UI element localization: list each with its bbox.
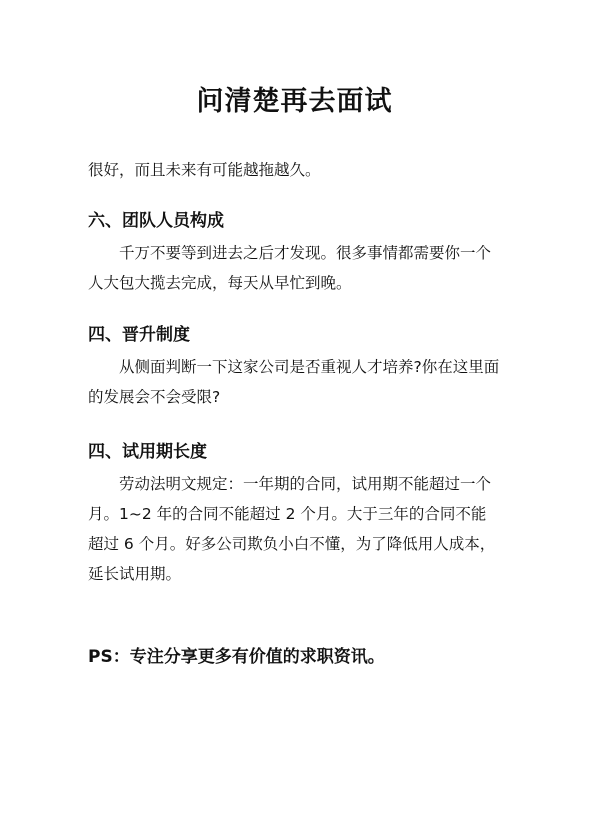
section-heading: 六、团队人员构成 [88, 211, 224, 231]
section-body: 劳动法明文规定：一年期的合同，试用期不能超过一个月。1~2 年的合同不能超过 2 个月。大于三年的合同不能超过 6 个月。好多公司欺负小白不懂，为了降低用人成本，延长试用期。 [88, 475, 496, 583]
document-title: 问清楚再去面试 [196, 86, 393, 117]
section-heading: 四、晋升制度 [88, 325, 190, 345]
ps-note: PS：专注分享更多有价值的求职资讯。 [88, 647, 385, 667]
intro-paragraph: 很好，而且未来有可能越拖越久。 [88, 161, 321, 179]
section-body: 从侧面判断一下这家公司是否重视人才培养?你在这里面的发展会不会受限? [88, 358, 500, 406]
section-heading: 四、试用期长度 [88, 442, 207, 462]
section-body: 千万不要等到进去之后才发现。很多事情都需要你一个人大包大揽去完成，每天从早忙到晚。 [88, 244, 492, 292]
